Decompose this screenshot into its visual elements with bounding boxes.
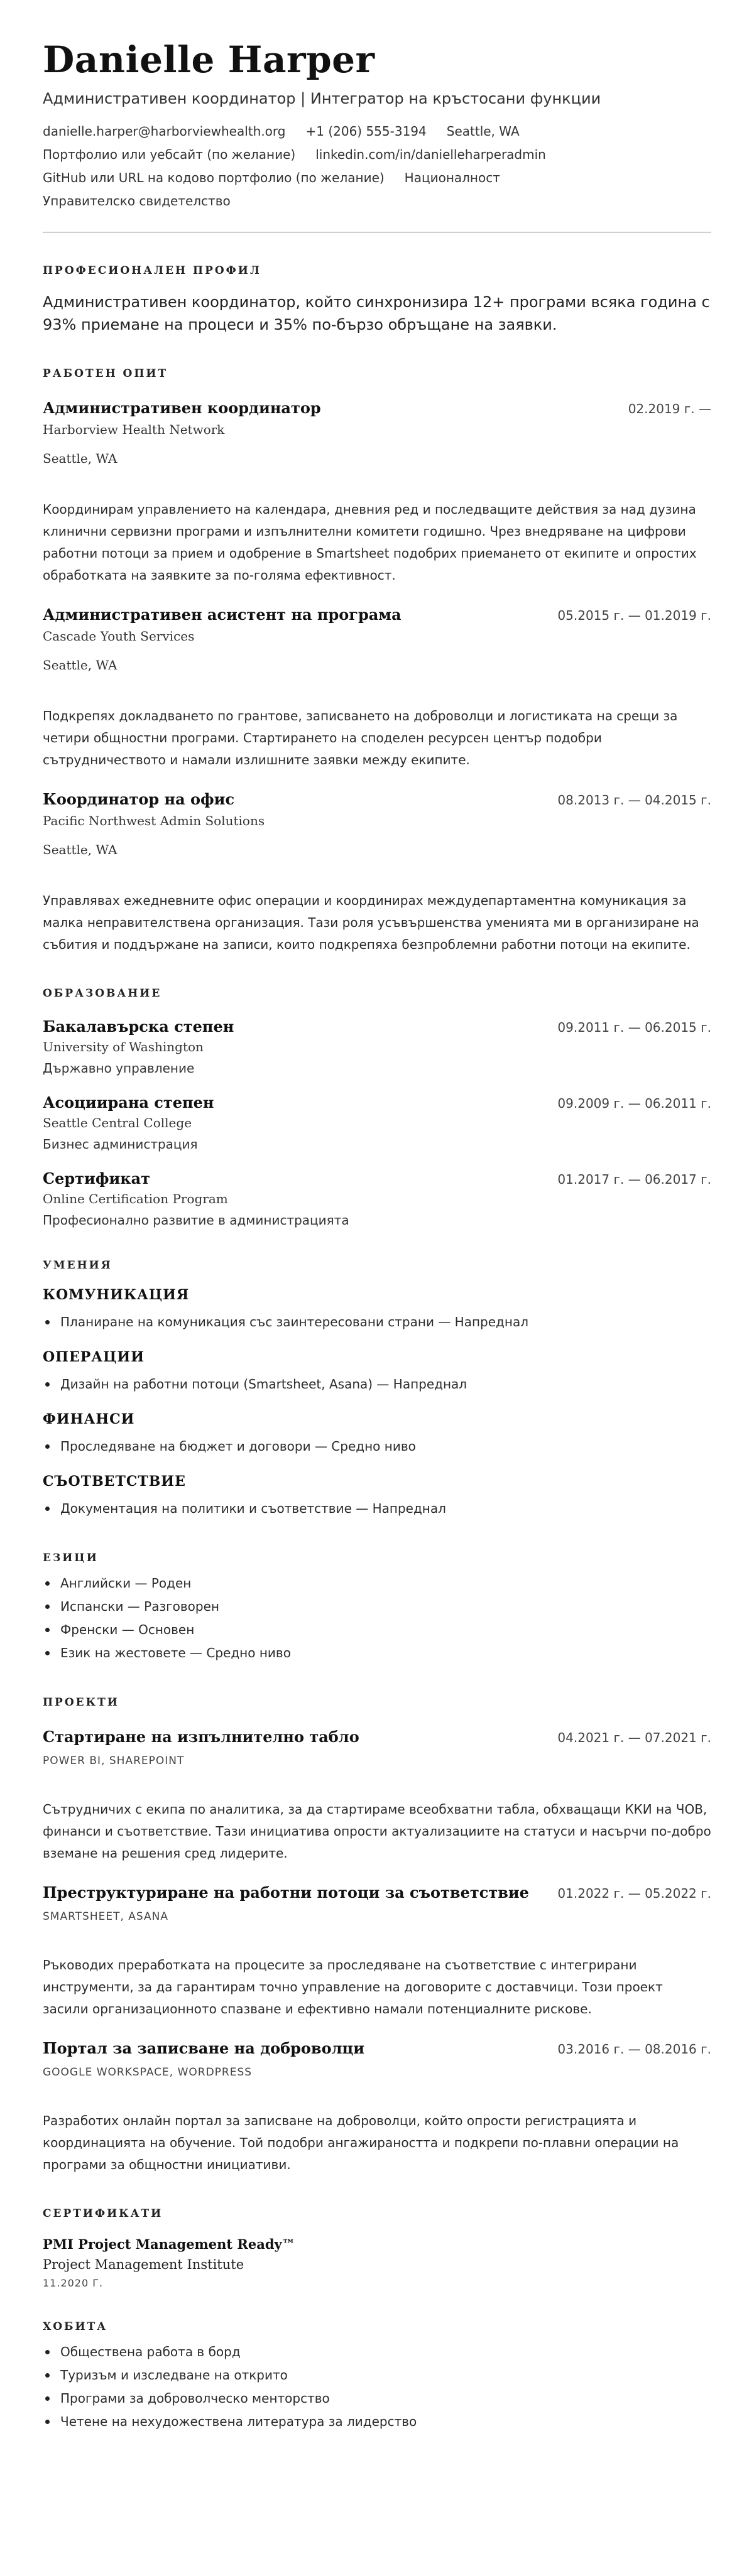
language-list (43, 1572, 711, 1665)
education-dates: 09.2011 г. — 06.2015 г. (557, 1019, 711, 1035)
school-name: University of Washington (43, 1039, 204, 1054)
job-title: Административен асистент на програма (43, 605, 402, 624)
contact-row (43, 190, 711, 213)
section-title: УМЕНИЯ (43, 1258, 112, 1272)
job-description: Управлявах ежедневните офис операции и координирах междудепартаментна комуникация за малка неправителствена организация. Тази роля усъвършенства уменията ми в организиране на събития и поддържане на записи, които подкрепяха безпроблемни работни потоци на екипите. (43, 892, 699, 952)
certificate-name: PMI Project Management Ready™ (43, 2236, 295, 2252)
skills-section (43, 1259, 711, 1520)
project-entry (43, 1728, 711, 1864)
header-divider (43, 232, 711, 233)
profile-section (43, 264, 711, 336)
experience-entry (43, 790, 711, 956)
education-dates: 09.2009 г. — 06.2011 г. (557, 1095, 711, 1111)
company-name: Harborview Health Network (43, 421, 225, 437)
job-location: Seattle, WA (43, 657, 117, 673)
job-description: Подкрепях докладването по грантове, записването на доброволци и логистиката на срещи за четири общностни програми. Стартирането на споделен ресурсен център подобри сътрудничеството и намали излишните заявки между екипите. (43, 708, 678, 767)
hobby-item: Туризъм и изследване на открито (43, 2364, 711, 2387)
project-dates: 04.2021 г. — 07.2021 г. (557, 1729, 711, 1745)
school-name: Online Certification Program (43, 1191, 228, 1206)
school-name: Seattle Central College (43, 1115, 192, 1130)
skill-list (43, 1311, 711, 1334)
contact-row (43, 143, 711, 166)
skill-list (43, 1497, 711, 1520)
languages-section (43, 1552, 711, 1665)
language-item: Английски — Роден (43, 1572, 711, 1595)
skill-category: СЪОТВЕТСТВИЕ (43, 1473, 186, 1490)
contact-license: Управителско свидетелство (43, 193, 231, 208)
project-description: Разработих онлайн портал за записване на доброволци, който опрости регистрацията и координацията на обучение. Той подобри ангажираността и подкрепи по-плавни операции на програми за общностни инициативи. (43, 2113, 679, 2172)
project-tech: GOOGLE WORKSPACE, WORDPRESS (43, 2065, 253, 2079)
degree-title: Асоциирана степен (43, 1093, 214, 1112)
job-location: Seattle, WA (43, 450, 117, 466)
education-dates: 01.2017 г. — 06.2017 г. (557, 1171, 711, 1187)
projects-section (43, 1696, 711, 2176)
skill-category: ОПЕРАЦИИ (43, 1348, 145, 1365)
job-location: Seattle, WA (43, 842, 117, 857)
education-entry (43, 1017, 711, 1076)
project-description: Сътрудничих с екипа по аналитика, за да стартираме всеобхватни табла, обхващащи ККИ на ЧОВ, финанси и съответствие. Тази инициатива опрости актуализациите на статуси и насърчи по-добро вземане на решения сред лидерите. (43, 1801, 711, 1861)
language-item: Френски — Основен (43, 1618, 711, 1642)
contact-email[interactable]: danielle.harper@harborviewhealth.org (43, 123, 286, 139)
job-title: Координатор на офис (43, 789, 235, 808)
candidate-headline: Административен координатор | Интегратор на кръстосани функции (43, 89, 601, 107)
skill-item: Документация на политики и съответствие — Напреднал (43, 1497, 711, 1520)
language-item: Испански — Разговорен (43, 1595, 711, 1618)
hobby-item: Четене на нехудожествена литература за лидерство (43, 2410, 711, 2433)
contact-nationality: Националност (404, 170, 500, 185)
profile-summary: Административен координатор, който синхронизира 12+ програми всяка година с 93% приемане на процеси и 35% по-бързо обръщане на заявки. (43, 293, 710, 333)
section-title: ЕЗИЦИ (43, 1551, 99, 1564)
skill-item: Проследяване на бюджет и договори — Средно ниво (43, 1435, 711, 1458)
candidate-name: Danielle Harper (43, 38, 375, 81)
contact-portfolio: Портфолио или уебсайт (по желание) (43, 146, 296, 162)
contact-row (43, 166, 711, 190)
project-name: Преструктуриране на работни потоци за съответствие (43, 1883, 529, 1902)
section-title: СЕРТИФИКАТИ (43, 2207, 163, 2220)
project-dates: 03.2016 г. — 08.2016 г. (557, 2041, 711, 2057)
certificates-section (43, 2207, 711, 2289)
contact-info (43, 120, 711, 213)
hobbies-section (43, 2320, 711, 2433)
contact-row (43, 120, 711, 143)
skill-list (43, 1435, 711, 1458)
project-name: Портал за записване на доброволци (43, 2038, 365, 2057)
certificate-date: 11.2020 Г. (43, 2276, 104, 2289)
project-entry (43, 1883, 711, 2020)
contact-github: GitHub или URL на кодово портфолио (по желание) (43, 170, 385, 185)
company-name: Pacific Northwest Admin Solutions (43, 813, 265, 828)
hobby-item: Обществена работа в борд (43, 2341, 711, 2364)
job-title: Административен координатор (43, 398, 321, 417)
section-title: ПРОЕКТИ (43, 1696, 119, 1709)
section-title: ОБРАЗОВАНИЕ (43, 987, 162, 1000)
project-entry (43, 2039, 711, 2176)
job-description: Координирам управлението на календара, дневния ред и последващите действия за над дузина клинични сервизни програми и изпълнителни комитети годишно. Чрез внедряване на цифрови работни потоци за прием и одобрение в Smartsheet подобрих приемането от екипите и опростих обработката на заявките за по-голяма ефективност. (43, 501, 697, 583)
degree-title: Бакалавърска степен (43, 1017, 234, 1036)
project-description: Ръководих преработката на процесите за проследяване на съответствие с интегрирани инструменти, за да гарантирам точно управление на договорите с доставчици. Този проект засили организационното спазване и ефективно намали потенциалните рискове. (43, 1957, 663, 2016)
skill-item: Планиране на комуникация със заинтересовани страни — Напреднал (43, 1311, 711, 1334)
job-dates: 02.2019 г. — (628, 401, 711, 416)
contact-linkedin[interactable]: linkedin.com/in/danielleharperadmin (315, 146, 546, 162)
job-dates: 05.2015 г. — 01.2019 г. (557, 607, 711, 623)
skill-category: ФИНАНСИ (43, 1410, 135, 1427)
skill-item: Дизайн на работни потоци (Smartsheet, Asana) — Напреднал (43, 1373, 711, 1396)
section-title: РАБОТЕН ОПИТ (43, 367, 168, 380)
project-dates: 01.2022 г. — 05.2022 г. (557, 1885, 711, 1901)
study-field: Бизнес администрация (43, 1136, 198, 1152)
study-field: Професионално развитие в администрацията (43, 1212, 349, 1228)
education-section (43, 987, 711, 1228)
experience-section (43, 367, 711, 956)
company-name: Cascade Youth Services (43, 628, 195, 644)
contact-location: Seattle, WA (446, 123, 520, 139)
education-entry (43, 1169, 711, 1228)
certificate-issuer: Project Management Institute (43, 2256, 244, 2272)
section-title: ПРОФЕСИОНАЛЕН ПРОФИЛ (43, 264, 261, 277)
skill-category: КОМУНИКАЦИЯ (43, 1286, 190, 1303)
experience-entry (43, 399, 711, 587)
section-title: ХОБИТА (43, 2320, 108, 2333)
experience-entry (43, 605, 711, 771)
hobby-item: Програми за доброволческо менторство (43, 2387, 711, 2410)
education-entry (43, 1093, 711, 1152)
job-dates: 08.2013 г. — 04.2015 г. (557, 792, 711, 808)
skill-list (43, 1373, 711, 1396)
language-item: Език на жестовете — Средно ниво (43, 1642, 711, 1665)
project-name: Стартиране на изпълнително табло (43, 1727, 359, 1746)
study-field: Държавно управление (43, 1060, 195, 1076)
project-tech: SMARTSHEET, ASANA (43, 1910, 169, 1923)
resume-header (43, 39, 711, 213)
contact-phone[interactable]: +1 (206) 555-3194 (305, 123, 427, 139)
hobby-list (43, 2341, 711, 2433)
degree-title: Сертификат (43, 1169, 151, 1188)
project-tech: POWER BI, SHAREPOINT (43, 1754, 185, 1767)
